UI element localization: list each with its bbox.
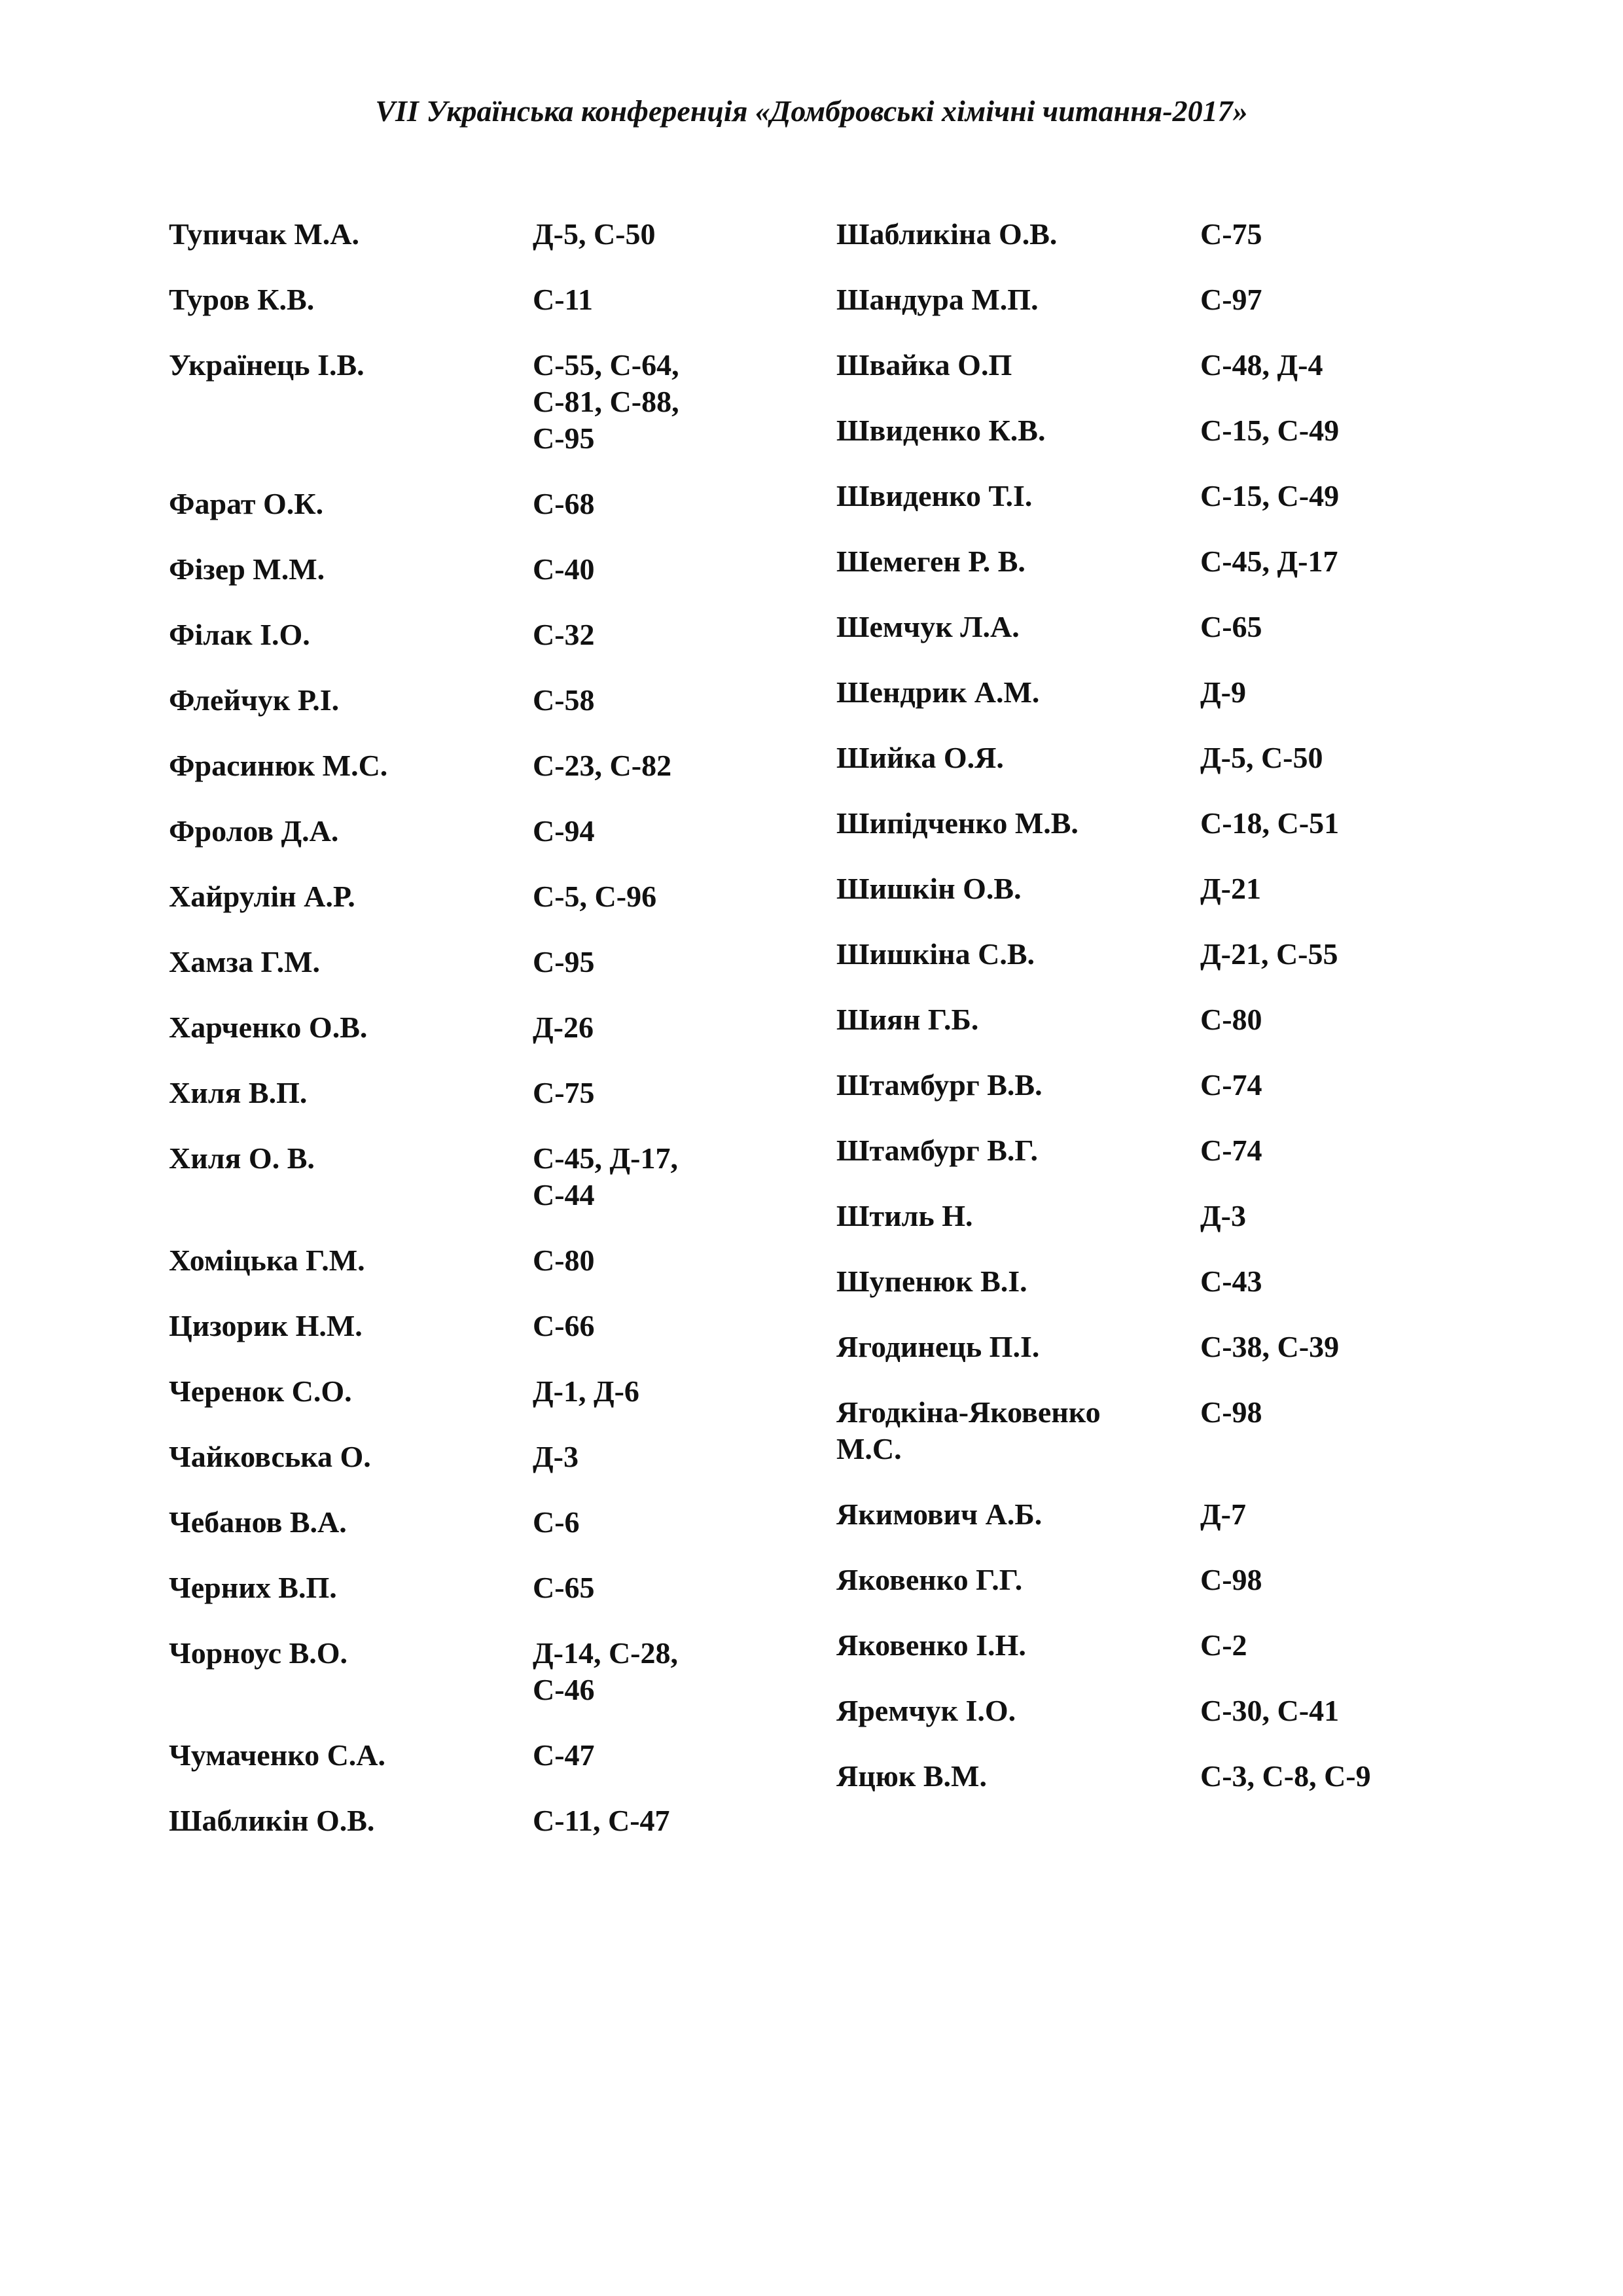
index-entry — [169, 944, 823, 1009]
author-name: Хамза Г.М. — [169, 945, 321, 978]
index-entry — [836, 1263, 1491, 1329]
paper-refs: С-74 — [1200, 1134, 1262, 1167]
author-name: Хиля О. В. — [169, 1141, 315, 1175]
paper-refs: С-48, Д-4 — [1200, 348, 1323, 382]
index-entry — [169, 813, 823, 878]
paper-refs: С-94 — [533, 814, 595, 848]
author-name: Харченко О.В. — [169, 1011, 368, 1044]
index-entry — [169, 1009, 823, 1075]
index-entry — [836, 347, 1491, 412]
index-entry — [169, 1504, 823, 1570]
paper-refs: С-43 — [1200, 1265, 1262, 1298]
index-entry — [169, 1803, 823, 1868]
author-name: Тупичак М.А. — [169, 217, 359, 251]
paper-refs: С-2 — [1200, 1628, 1247, 1662]
index-entry — [169, 682, 823, 747]
author-name: Штамбург В.В. — [836, 1068, 1043, 1102]
paper-refs: Д-1, Д-6 — [533, 1374, 639, 1408]
author-name: Чебанов В.А. — [169, 1505, 347, 1539]
author-name: Туров К.В. — [169, 283, 315, 316]
author-name: Швиденко Т.І. — [836, 479, 1033, 512]
author-name: Якимович А.Б. — [836, 1498, 1043, 1531]
author-name: Чорноус В.О. — [169, 1636, 348, 1670]
paper-refs: С-3, С-8, С-9 — [1200, 1759, 1371, 1793]
paper-refs: Д-3 — [533, 1440, 579, 1473]
index-entry — [836, 740, 1491, 805]
index-entry — [169, 1570, 823, 1635]
paper-refs: Д-21, С-55 — [1200, 937, 1338, 971]
paper-refs: С-58 — [533, 683, 595, 717]
author-name: Шийка О.Я. — [836, 741, 1004, 774]
paper-refs: С-11 — [533, 283, 593, 316]
index-entry — [169, 747, 823, 813]
author-name: Чумаченко С.А. — [169, 1738, 386, 1772]
author-name: Шипідченко М.В. — [836, 806, 1079, 840]
paper-refs: С-15, С-49 — [1200, 414, 1340, 447]
author-name: Фролов Д.А. — [169, 814, 339, 848]
paper-refs: С-65 — [1200, 610, 1262, 643]
paper-refs: С-95 — [533, 945, 595, 978]
index-entry — [836, 870, 1491, 936]
paper-refs: С-15, С-49 — [1200, 479, 1340, 512]
author-name: Чайковська О. — [169, 1440, 371, 1473]
author-name: Філак І.О. — [169, 618, 310, 651]
paper-refs: Д-14, С-28, С-46 — [533, 1636, 679, 1706]
author-name: Яцюк В.М. — [836, 1759, 987, 1793]
author-name: Шишкіна С.В. — [836, 937, 1035, 971]
index-entry — [169, 486, 823, 551]
paper-refs: С-45, Д-17 — [1200, 545, 1338, 578]
paper-refs: С-45, Д-17, С-44 — [533, 1141, 679, 1211]
paper-refs: С-30, С-41 — [1200, 1694, 1340, 1727]
author-name: Штиль Н. — [836, 1199, 973, 1232]
paper-refs: Д-21 — [1200, 872, 1261, 905]
author-name: Шабликіна О.В. — [836, 217, 1058, 251]
author-name: Українець І.В. — [169, 348, 365, 382]
paper-refs: С-75 — [1200, 217, 1262, 251]
author-name: Хиля В.П. — [169, 1076, 308, 1109]
index-entry — [169, 1439, 823, 1504]
index-entry — [169, 347, 823, 486]
author-name: Шабликін О.В. — [169, 1804, 375, 1837]
index-entry — [169, 216, 823, 281]
paper-refs: С-75 — [533, 1076, 595, 1109]
author-name: Штамбург В.Г. — [836, 1134, 1038, 1167]
index-entry — [169, 1075, 823, 1140]
author-name: Шемеген Р. В. — [836, 545, 1026, 578]
author-name: Шандура М.П. — [836, 283, 1039, 316]
running-header: VII Українська конференція «Домбровські хімічні читання-2017» — [375, 94, 1248, 128]
author-name: Яремчук І.О. — [836, 1694, 1016, 1727]
paper-refs: С-47 — [533, 1738, 595, 1772]
paper-refs: С-55, С-64, С-81, С-88, С-95 — [533, 348, 679, 455]
paper-refs: С-38, С-39 — [1200, 1330, 1340, 1363]
index-entry — [836, 216, 1491, 281]
index-entry — [836, 609, 1491, 674]
author-name: Черенок С.О. — [169, 1374, 352, 1408]
paper-refs: С-18, С-51 — [1200, 806, 1340, 840]
author-name: Яковенко І.Н. — [836, 1628, 1026, 1662]
index-entry — [169, 617, 823, 682]
index-entry — [836, 1562, 1491, 1627]
author-name: Фарат О.К. — [169, 487, 324, 520]
index-entry — [836, 1067, 1491, 1132]
index-entry — [836, 1758, 1491, 1823]
index-entry — [836, 1198, 1491, 1263]
paper-refs: Д-5, С-50 — [533, 217, 656, 251]
index-entry — [836, 412, 1491, 478]
author-index-left-column — [169, 216, 823, 1868]
author-name: Хоміцька Г.М. — [169, 1244, 365, 1277]
paper-refs: Д-9 — [1200, 675, 1246, 709]
paper-refs: Д-7 — [1200, 1498, 1246, 1531]
index-entry — [169, 1140, 823, 1242]
index-entry — [169, 1242, 823, 1308]
index-entry — [836, 281, 1491, 347]
author-name: Шупенюк В.І. — [836, 1265, 1027, 1298]
index-entry — [836, 1329, 1491, 1394]
index-entry — [836, 543, 1491, 609]
index-entry — [836, 805, 1491, 870]
index-entry — [169, 1308, 823, 1373]
paper-refs: С-74 — [1200, 1068, 1262, 1102]
paper-refs: С-32 — [533, 618, 595, 651]
index-entry — [836, 1132, 1491, 1198]
index-entry — [169, 281, 823, 347]
paper-refs: Д-26 — [533, 1011, 594, 1044]
author-name: Флейчук Р.І. — [169, 683, 340, 717]
index-entry — [169, 1635, 823, 1737]
paper-refs: С-5, С-96 — [533, 880, 657, 913]
index-entry — [836, 1001, 1491, 1067]
paper-refs: Д-3 — [1200, 1199, 1246, 1232]
index-entry — [169, 878, 823, 944]
index-entry — [836, 1627, 1491, 1693]
paper-refs: С-6 — [533, 1505, 580, 1539]
paper-refs: С-66 — [533, 1309, 595, 1342]
author-name: Фізер М.М. — [169, 552, 325, 586]
paper-refs: С-80 — [1200, 1003, 1262, 1036]
paper-refs: С-68 — [533, 487, 595, 520]
paper-refs: Д-5, С-50 — [1200, 741, 1323, 774]
author-name: Шендрик А.М. — [836, 675, 1040, 709]
author-name: Яковенко Г.Г. — [836, 1563, 1023, 1596]
author-name: Швиденко К.В. — [836, 414, 1046, 447]
paper-refs: С-80 — [533, 1244, 595, 1277]
index-entry — [169, 1737, 823, 1803]
paper-refs: С-98 — [1200, 1395, 1262, 1429]
index-entry — [836, 478, 1491, 543]
paper-refs: С-11, С-47 — [533, 1804, 670, 1837]
author-name: Швайка О.П — [836, 348, 1012, 382]
paper-refs: С-23, С-82 — [533, 749, 672, 782]
paper-refs: С-97 — [1200, 283, 1262, 316]
index-entry — [836, 1496, 1491, 1562]
index-entry — [169, 551, 823, 617]
index-entry — [169, 1373, 823, 1439]
paper-refs: С-40 — [533, 552, 595, 586]
paper-refs: С-98 — [1200, 1563, 1262, 1596]
author-name: Ягодинець П.І. — [836, 1330, 1040, 1363]
author-name: Шиян Г.Б. — [836, 1003, 979, 1036]
paper-refs: С-65 — [533, 1571, 595, 1604]
author-name: Ягодкіна-Яковенко М.С. — [836, 1395, 1101, 1465]
index-entry — [836, 674, 1491, 740]
index-entry — [836, 1394, 1491, 1496]
author-name: Черних В.П. — [169, 1571, 337, 1604]
author-name: Цизорик Н.М. — [169, 1309, 363, 1342]
author-name: Шемчук Л.А. — [836, 610, 1020, 643]
author-index-right-column — [836, 216, 1491, 1823]
author-name: Фрасинюк М.С. — [169, 749, 388, 782]
index-entry — [836, 1693, 1491, 1758]
author-name: Шишкін О.В. — [836, 872, 1022, 905]
author-name: Хайрулін А.Р. — [169, 880, 355, 913]
index-entry — [836, 936, 1491, 1001]
